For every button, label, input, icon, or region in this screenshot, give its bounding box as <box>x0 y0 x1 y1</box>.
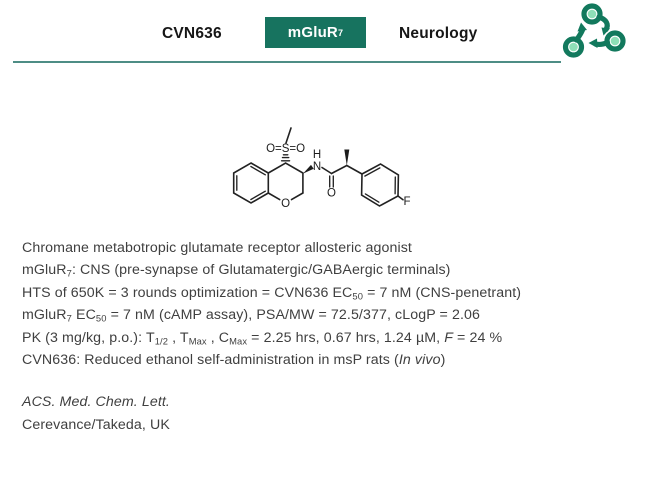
body-line: HTS of 650K = 3 rounds optimization = CVN636 $EC_{50} = 7$ nM (CNS-penetrant) <box>22 284 522 302</box>
amide-hydrogen-label: H <box>312 149 322 161</box>
body-line: PK (3 mg/kg, p.o.): $T_{1/2}$ , $T_{Max}$ , $C_{Max} = 2.25$ hrs, 0.67 hrs, 1.24 µM, F = 24 % <box>22 329 503 347</box>
carbonyl-oxygen-label: O <box>327 187 336 200</box>
therapy-area-label: Neurology <box>399 25 478 42</box>
sulfonyl-group-label: O=S=O <box>266 143 306 155</box>
journal-reference: ACS. Med. Chem. Lett. <box>22 394 170 411</box>
header-divider <box>13 61 561 63</box>
body-line: CVN636: Reduced ethanol self-administration in msP rats (In vivo) <box>22 352 446 369</box>
target-badge: mGluR 7 <box>265 17 366 48</box>
molecule-structure <box>220 108 435 220</box>
body-line: mGluR$_7$: CNS (pre-synapse of Glutamatergic/GABAergic terminals) <box>22 262 451 280</box>
affiliation: Cerevance/Takeda, UK <box>22 416 170 433</box>
fluorine-label: F <box>403 196 411 208</box>
body-line: Chromane metabotropic glutamate receptor allosteric agonist <box>22 240 412 256</box>
line-spacer <box>22 371 637 391</box>
target-label: mGluR <box>287 24 338 41</box>
amide-nitrogen-label: N <box>312 161 322 173</box>
cerevance-logo-icon <box>561 1 641 63</box>
summary-lines <box>22 237 637 371</box>
compound-label: CVN636 <box>162 25 222 42</box>
summary-text-block <box>22 237 637 436</box>
body-line: mGluR$_7$ $EC_{50} = 7$ nM (cAMP assay), PSA/MW = 72.5/377, cLogP = 2.06 <box>22 307 480 324</box>
chromane-oxygen-label: O <box>281 198 291 210</box>
